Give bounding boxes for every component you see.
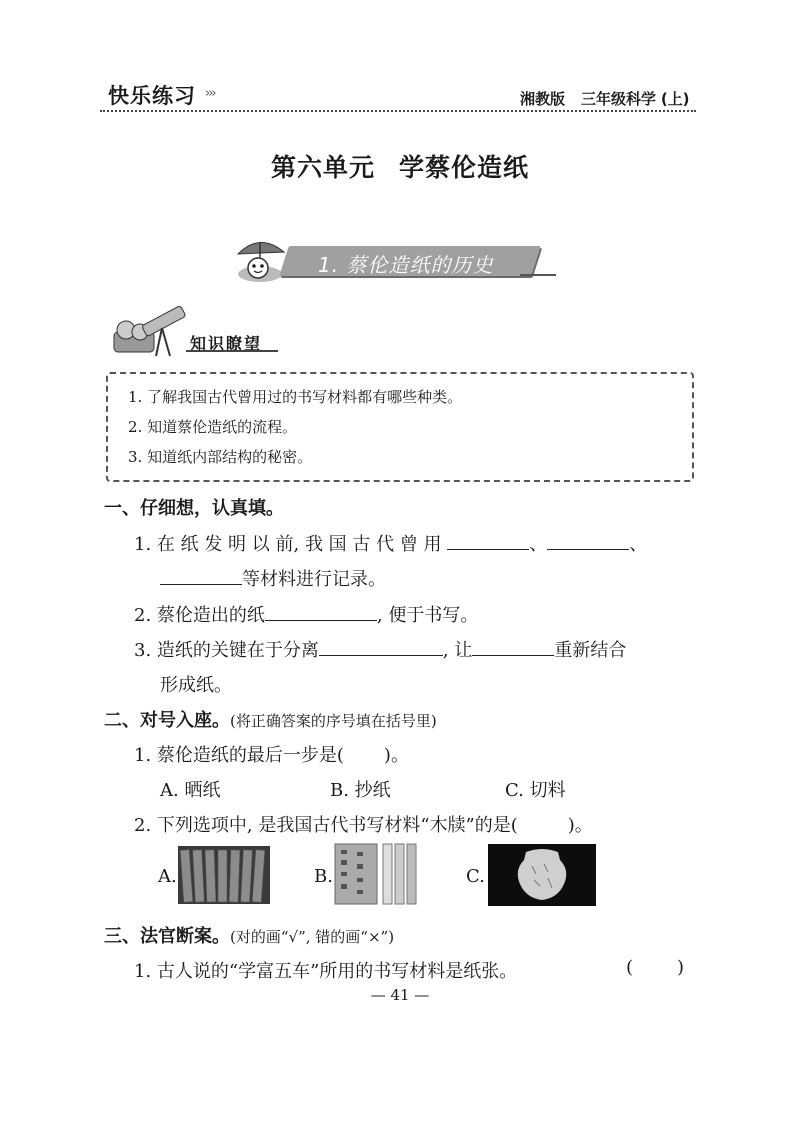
s2-q2-option-a-label[interactable]: A.	[158, 866, 177, 887]
s1-question-1-cont: 等材料进行记录。	[160, 565, 386, 591]
s2-question-1: 1. 蔡伦造纸的最后一步是( )。	[134, 745, 409, 766]
answer-blank[interactable]	[319, 637, 443, 656]
bamboo-slips-image[interactable]	[178, 846, 270, 904]
s2-q2-option-b-label[interactable]: B.	[314, 866, 333, 887]
unit-name: 学蔡伦造纸	[399, 153, 530, 182]
section-2-title: 二、对号入座。(将正确答案的序号填在括号里)	[104, 710, 437, 731]
edition: 湘教版	[520, 90, 566, 108]
grade-subject: 三年级科学 (上)	[581, 90, 690, 108]
objective-1: 1. 了解我国古代曾用过的书写材料都有哪些种类。	[128, 388, 463, 406]
page-number: — 41 —	[370, 986, 430, 1004]
answer-blank[interactable]	[160, 566, 242, 585]
s1-question-3-cont: 形成纸。	[160, 675, 232, 696]
answer-blank[interactable]	[472, 637, 554, 656]
unit-number: 第六单元	[270, 153, 375, 182]
s3-question-1: 1. 古人说的“学富五车”所用的书写材料是纸张。	[134, 961, 518, 982]
objective-3: 3. 知道纸内部结构的秘密。	[128, 448, 313, 466]
s1-question-1: 1. 在 纸 发 明 以 前, 我 国 古 代 曾 用 、 、	[134, 530, 647, 556]
answer-blank[interactable]	[265, 602, 377, 621]
knowledge-underline	[186, 350, 278, 352]
lesson-title: 1. 蔡伦造纸的历史	[318, 253, 494, 277]
section-1-title: 一、仔细想，认真填。	[104, 498, 284, 519]
knowledge-label: 知识瞭望	[190, 334, 263, 353]
section-2-note: (将正确答案的序号填在括号里)	[230, 712, 437, 730]
book-info	[520, 88, 690, 109]
section-3-title: 三、法官断案。(对的画“√”, 错的画“×”)	[104, 926, 395, 947]
telescope-icon	[108, 298, 192, 360]
wooden-tablets-image[interactable]	[333, 842, 423, 906]
judge-paren[interactable]: ( )	[626, 957, 685, 978]
banner-underline	[520, 274, 556, 276]
s2-question-2: 2. 下列选项中, 是我国古代书写材料“木牍”的是( )。	[134, 815, 593, 836]
bone-inscription-image[interactable]	[488, 844, 596, 906]
s2-q2-option-c-label[interactable]: C.	[466, 866, 485, 887]
s2-q1-option-a[interactable]: A. 晒纸	[160, 780, 221, 801]
section-3-note: (对的画“√”, 错的画“×”)	[230, 928, 395, 946]
chevron-right-icon: ›››	[205, 86, 215, 101]
answer-blank[interactable]	[547, 531, 629, 550]
s2-q1-option-b[interactable]: B. 抄纸	[330, 780, 391, 801]
objective-2: 2. 知道蔡伦造纸的流程。	[128, 418, 298, 436]
series-title: 快乐练习	[108, 84, 196, 108]
s1-question-2: 2. 蔡伦造出的纸 , 便于书写。	[134, 601, 478, 627]
unit-title	[0, 148, 800, 184]
mascot-icon	[232, 232, 288, 286]
s2-q1-option-c[interactable]: C. 切料	[505, 780, 566, 801]
answer-blank[interactable]	[447, 531, 529, 550]
s1-question-3: 3. 造纸的关键在于分离 , 让 重新结合	[134, 636, 626, 662]
header-divider	[100, 110, 696, 112]
